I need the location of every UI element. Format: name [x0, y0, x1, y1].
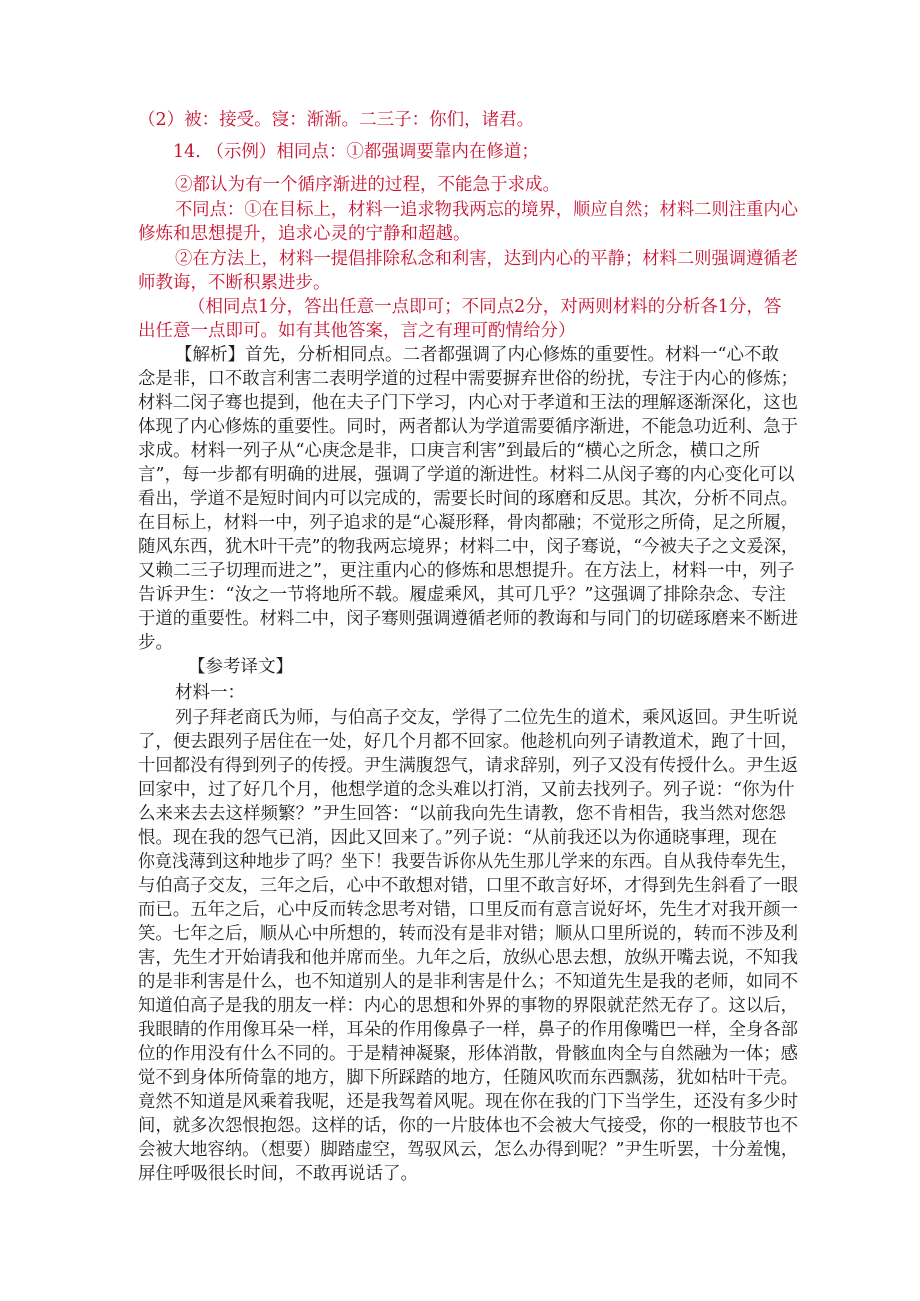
translation-line: 你竟浅薄到这种地步了吗？坐下！我要告诉你从先生那儿学来的东西。自从我侍奉先生，	[138, 852, 798, 872]
answer-line: （2）被：接受。寖：渐渐。二三子：你们，诸君。	[138, 110, 535, 130]
translation-line: 竟然不知道是风乘着我呢，还是我驾着风呢。现在你在我的门下当学生，还没有多少时	[138, 1092, 798, 1112]
material-label: 材料一：	[175, 683, 245, 703]
translation-line: 会被大地容纳。（想要）脚踏虚空，驾驭风云，怎么办得到呢？”尹生听罢，十分羞愧，	[138, 1140, 798, 1160]
translation-line: 觉不到身体所倚靠的地方，脚下所踩踏的地方，任随风吹而东西飘荡，犹如枯叶干壳。	[138, 1068, 798, 1088]
analysis-line: 于道的重要性。材料二中，闵子骞则强调遵循老师的教诲和与同门的切磋琢磨来不断进	[138, 609, 798, 629]
translation-line: 回家中，过了好几个月，他想学道的念头难以打消，又前去找列子。列子说：“你为什	[138, 780, 795, 800]
answer-line: ②都认为有一个循序渐进的过程，不能急于求成。	[175, 175, 560, 195]
answer-line: ②在方法上，材料一提倡排除私念和利害，达到内心的平静；材料二则强调遵循老	[175, 249, 798, 269]
analysis-line: 念是非，口不敢言利害二表明学道的过程中需要摒弃世俗的纷扰，专注于内心的修炼；	[138, 369, 798, 389]
analysis-line: 言”，每一步都有明确的进展，强调了学道的渐进性。材料二从闵子骞的内心变化可以	[138, 465, 795, 485]
translation-line: 笑。七年之后，顺从心中所想的，转而没有是非对错；顺从口里所说的，转而不涉及利	[138, 924, 798, 944]
answer-line: 14. （示例）相同点：①都强调要靠内在修道；	[173, 142, 539, 162]
analysis-line: 告诉尹生：“汝之一节将地所不载。履虚乘风，其可几乎？”这强调了排除杂念、专注	[138, 585, 786, 605]
translation-line: 害，先生才开始请我和他并席而坐。九年之后，放纵心思去想，放纵开嘴去说，不知我	[138, 948, 798, 968]
analysis-line: 步。	[138, 633, 173, 653]
translation-line: 而已。五年之后，心中反而转念思考对错，口里反而有意言说好坏，先生才对我开颜一	[138, 900, 798, 920]
analysis-line: 【解析】首先，分析相同点。二者都强调了内心修炼的重要性。材料一“心不敢	[175, 345, 779, 365]
analysis-line: 又赖二三子切理而进之”，更注重内心的修炼和思想提升。在方法上，材料一中，列子	[138, 561, 795, 581]
translation-line: 间，就多次怨恨抱怨。这样的话，你的一片肢体也不会被大气接受，你的一根肢节也不	[138, 1116, 798, 1136]
answer-line: 修炼和思想提升，追求心灵的宁静和超越。	[138, 224, 471, 244]
translation-line: 屏住呼吸很长时间，不敢再说话了。	[138, 1164, 418, 1184]
translation-line: 了，便去跟列子居住在一处，好几个月都不回家。他趁机向列子请教道术，跑了十回，	[138, 732, 798, 752]
scoring-note: （相同点1分，答出任意一点即可；不同点2分，对两则材料的分析各1分，答	[188, 297, 782, 317]
translation-line: 知道伯高子是我的朋友一样：内心的思想和外界的事物的界限就茫然无存了。这以后，	[138, 996, 798, 1016]
scoring-note: 出任意一点即可。如有其他答案，言之有理可酌情给分）	[138, 321, 576, 341]
answer-line: 师教诲，不断积累进步。	[138, 273, 331, 293]
translation-line: 恨。现在我的怨气已消，因此又回来了。”列子说：“从前我还以为你通晓事理，现在	[138, 828, 778, 848]
translation-line: 么来来去去这样频繁？”尹生回答：“以前我向先生请教，您不肯相告，我当然对您怨	[138, 804, 786, 824]
analysis-line: 随风东西，犹木叶干壳”的物我两忘境界；材料二中，闵子骞说，“今被夫子之文爰深，	[138, 537, 798, 557]
translation-line: 十回都没有得到列子的传授。尹生满腹怨气，请求辞别，列子又没有传授什么。尹生返	[138, 756, 798, 776]
translation-line: 我眼睛的作用像耳朵一样，耳朵的作用像鼻子一样，鼻子的作用像嘴巴一样，全身各部	[138, 1020, 798, 1040]
translation-line: 的是非利害是什么，也不知道别人的是非利害是什么；不知道先生是我的老师，如同不	[138, 972, 798, 992]
analysis-line: 看出，学道不是短时间内可以完成的，需要长时间的琢磨和反思。其次，分析不同点。	[138, 489, 798, 509]
translation-line: 列子拜老商氏为师，与伯高子交友，学得了二位先生的道术，乘风返回。尹生听说	[175, 708, 798, 728]
answer-line: 不同点：①在目标上，材料一追求物我两忘的境界，顺应自然；材料二则注重内心	[175, 200, 798, 220]
analysis-line: 在目标上，材料一中，列子追求的是“心凝形释，骨肉都融；不觉形之所倚，足之所履，	[138, 513, 798, 533]
translation-heading: 【参考译文】	[188, 657, 293, 677]
analysis-line: 求成。材料一列子从“心庚念是非，口庚言利害”到最后的“横心之所念，横口之所	[138, 441, 760, 461]
translation-line: 位的作用没有什么不同的。于是精神凝聚，形体消散，骨骸血肉全与自然融为一体；感	[138, 1044, 798, 1064]
analysis-line: 体现了内心修炼的重要性。同时，两者都认为学道需要循序渐进，不能急功近利、急于	[138, 417, 798, 437]
analysis-line: 材料二闵子骞也提到，他在夫子门下学习，内心对于孝道和王法的理解逐渐深化，这也	[138, 393, 798, 413]
translation-line: 与伯高子交友，三年之后，心中不敢想对错，口里不敢言好坏，才得到先生斜看了一眼	[138, 876, 798, 896]
